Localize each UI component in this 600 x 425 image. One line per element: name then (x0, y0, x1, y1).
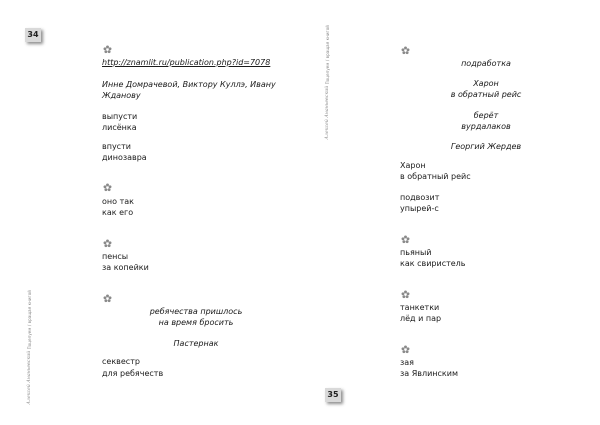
right-page (320, 0, 600, 425)
poem-line: в обратный рейс (400, 172, 471, 181)
page-number-right: 35 (325, 388, 341, 402)
epigraph-line: ребячества пришлось (149, 307, 243, 316)
flower-ornament-icon (103, 294, 112, 303)
poem-line: за Явлинским (400, 369, 458, 378)
poem-line: впусти (102, 142, 131, 151)
dedication-line: Жданову (102, 91, 141, 100)
epigraph-line: в обратный рейс (450, 90, 522, 99)
flower-ornament-icon (103, 183, 112, 192)
flower-ornament-icon (401, 46, 410, 55)
side-label-right (325, 25, 330, 140)
poem-title: подработка (461, 59, 511, 68)
poem-line: за копейки (102, 263, 149, 272)
poem-line: зая (400, 358, 414, 367)
poem-line: оно так (102, 197, 134, 206)
publication-link[interactable]: http://znamlit.ru/publication.php?id=7078 (102, 58, 271, 67)
poem-line: для ребячеств (102, 369, 164, 378)
poem-line: танкетки (400, 303, 440, 312)
poem-line: Харон (400, 161, 426, 170)
flower-ornament-icon (103, 45, 112, 54)
poem-line: подвозит (400, 193, 440, 202)
poem-line: выпусти (102, 112, 138, 121)
poem-line: пьяный (400, 248, 432, 257)
flower-ornament-icon (401, 345, 410, 354)
page-number-left: 34 (25, 28, 41, 42)
side-label-left (27, 290, 32, 405)
poem-line: лисёнка (102, 123, 137, 132)
side-label-author: Алексей Ананьевский (325, 85, 330, 140)
epigraph-line: берёт (473, 111, 499, 120)
poem-line: как свиристель (400, 259, 466, 268)
epigraph-author: Пастернак (173, 339, 219, 348)
side-label-author: Алексей Ананьевский (27, 350, 32, 405)
flower-ornament-icon (103, 239, 112, 248)
side-label-title: Поцелуем / вращая книгой (27, 290, 32, 350)
flower-ornament-icon (401, 290, 410, 299)
epigraph-line: Харон (473, 79, 499, 88)
side-label-title: Поцелуем / вращая книгой (325, 25, 330, 85)
flower-ornament-icon (401, 235, 410, 244)
poem-line: динозавра (102, 153, 147, 162)
epigraph-line: на время бросить (158, 318, 234, 327)
poem-line: лёд и пар (400, 314, 442, 323)
epigraph-author: Георгий Жердев (450, 142, 522, 151)
epigraph-line: вурдалаков (461, 122, 511, 131)
poem-line: секвестр (102, 357, 140, 366)
poem-line: как его (102, 208, 134, 217)
poem-line: пенсы (102, 252, 129, 261)
dedication-line: Инне Домрачевой, Виктору Куллэ, Ивану (102, 80, 276, 89)
poem-line: упырей-с (400, 204, 439, 213)
